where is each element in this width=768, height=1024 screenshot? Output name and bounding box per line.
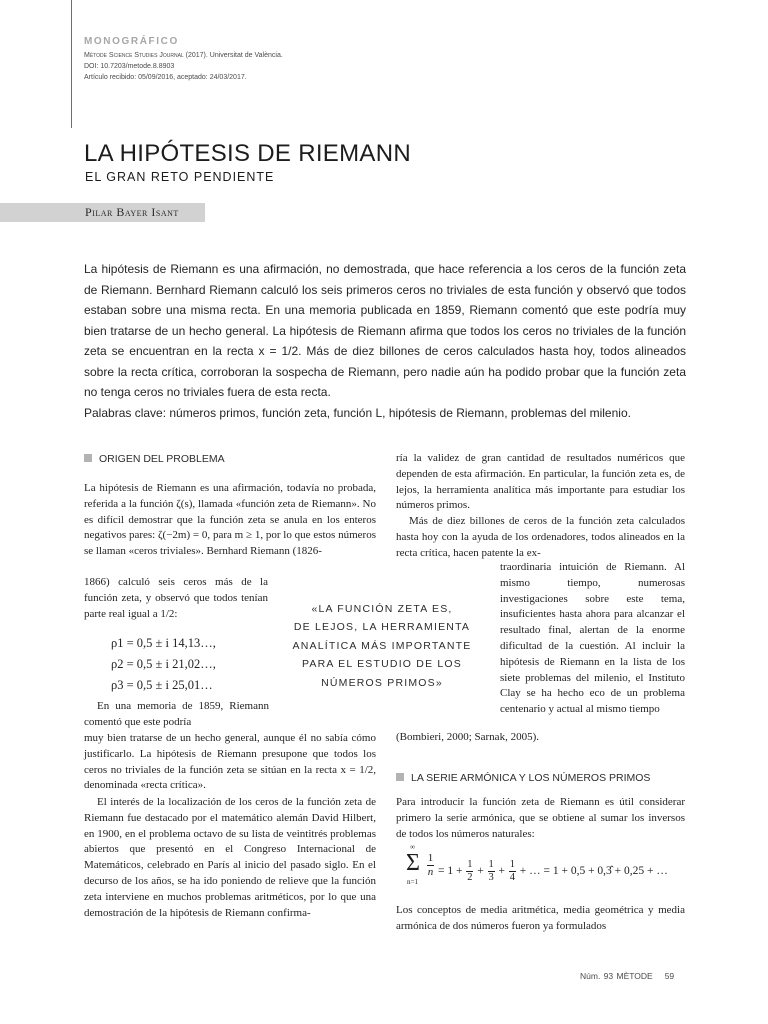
doi-link[interactable]: DOI: 10.7203/metode.8.8903 [84,63,175,70]
received-dates: Artículo recibido: 05/09/2016, aceptado: 24/03/2017. [84,74,247,81]
section-heading-serie [396,772,650,784]
equation-rho3: ρ3 = 0,5 ± i 25,01… [111,678,213,692]
paragraph-memoria: En una memoria de 1859, Riemann comentó que este podría [84,700,269,728]
page-number: 59 [664,971,675,981]
pull-quote [282,600,482,692]
journal-year: (2017). Universitat de València. [183,52,283,59]
pull-quote-line: PARA EL ESTUDIO DE LOS [301,658,463,671]
pull-quote-line: «LA FUNCIÓN ZETA ES, [311,603,453,615]
paragraph-citations: (Bombieri, 2000; Sarnak, 2005). [396,731,539,743]
section-square-icon [84,454,92,462]
paragraph-medias: Los conceptos de media aritmética, media geométrica y media armónica de dos números fueron ya formulados [396,904,685,932]
paragraph-validez: ría la validez de gran cantidad de resultados numéricos que dependen de esta afirmación. En particular, la función zeta es, de lejos, la herramienta analítica más importante para estudiar los números primos. [396,452,685,512]
series-expansion: = $1 + \frac{1}{2} + \frac{1}{3} + \frac{1}{4}$ + … = 1 + 0,5 + 0,3̂ + 0,25 + … [438,859,668,883]
pull-quote-line: NÚMEROS PRIMOS» [321,676,443,689]
fraction-term: $\frac{1}{2}$ [467,859,473,883]
equation-rho1: ρ1 = 0,5 ± i 14,13…, [111,636,216,650]
paragraph-hilbert: El interés de la localización de los ceros de la función zeta de Riemann fue destacado por el matemático alemán David Hilbert, en 1900, en el problema octavo de su lista de veintitrés problemas abiertos que presentó en el Congreso Internacional de Matemáticos, celebrado en París al inicio del pasado siglo. En el decurso de los años, se ha ido poniendo de relieve que la función zeta interviene en muchos problemas aritméticos, por lo que una demostración de la hipótesis de Riemann confirma- [84,796,376,919]
paragraph-billones-cont: traordinaria intuición de Riemann. Al mismo tiempo, numerosas investigaciones sobre este tema, insuficientes hasta ahora para alcanzar el resultado final, alertan de la enorme dificultad de la cuestión. Al incluir la hipótesis de Riemann en la lista de los siete problemas del milenio, el Instituto Clay se ha hecho eco de un problema centenario y actual al mismo tiempo [500,561,685,716]
paragraph-serie: Para introducir la función zeta de Riemann es útil considerar primero la serie armónica, que se obtiene al sumar los inversos de todos los números naturales: [396,796,685,840]
article-title: LA HIPÓTESIS DE RIEMANN [84,140,411,167]
equation-rho2: ρ2 = 0,5 ± i 21,02…, [111,657,216,671]
paragraph-intro: La hipótesis de Riemann es una afirmación, todavía no probada, referida a la función ζ(s), llamada «función zeta de Riemann». No es difícil demostrar que la función zeta se anula en los enteros negativos pares: ζ(−2m) = 0, para m ≥ 1, por lo que estos números se llaman «ceros triviales». Bernhard Riemann (1826- [84,482,376,558]
section-heading-text: ORIGEN DEL PROBLEMA [99,453,225,465]
section-heading-text: LA SERIE ARMÓNICA Y LOS NÚMEROS PRIMOS [411,772,651,784]
pull-quote-line: ANALÍTICA MÁS IMPORTANTE [292,639,472,652]
section-label: MONOGRÁFICO [84,36,179,47]
paragraph-billones: Más de diez billones de ceros de la función zeta calculados hasta hoy con la ayuda de los ordenadores, todos alineados en la recta crítica, hacen patente la ex- [396,515,685,559]
fraction-term: $\frac{1}{3}$ [488,859,494,883]
pull-quote-line: DE LEJOS, LA HERRAMIENTA [293,621,471,634]
abstract: La hipótesis de Riemann es una afirmación, no demostrada, que hace referencia a los ceros de la función zeta de Riemann. Bernhard Riemann calculó los seis primeros ceros no triviales de esta función y observó que todos estaban sobre una misma recta. En una memoria publicada en 1859, Riemann comentó que este podría muy bien tratarse de un hecho general. La hipótesis de Riemann afirma que todos los ceros no triviales de la función zeta se encuentran en la recta x = 1/2. Más de diez billones de ceros calculados hasta hoy, todos alineados sobre la recta crítica, corroboran la sospecha de Riemann, pero nadie aún ha podido probar que la función zeta no tenga ceros no triviales fuera de esta recta. [84,262,686,399]
sigma-symbol: Σ [406,850,420,876]
sum-upper-limit: ∞ [410,843,415,851]
section-heading-origen [84,453,225,465]
harmonic-series-formula [406,842,696,892]
issue-label: Núm. 93 MÈTODE [580,971,653,981]
sum-lower-limit: n=1 [407,878,418,886]
article-subtitle: EL GRAN RETO PENDIENTE [85,170,275,184]
section-square-icon [396,773,404,781]
paragraph-memoria-cont: muy bien tratarse de un hecho general, aunque él no sabía cómo justificarlo. La hipótesis de Riemann presupone que todos los ceros no triviales de la función zeta se sitúan en la recta x = 1/2, denominada «recta crítica». [84,732,376,792]
fraction-term: 1 n [427,852,434,878]
keywords: Palabras clave: números primos, función zeta, función L, hipótesis de Riemann, problemas del milenio. [84,406,631,420]
paragraph-intro-cont: 1866) calculó seis ceros más de la función zeta, y observó que todos tenían parte real igual a 1/2: [84,576,268,620]
journal-name: Mètode Science Studies Journal [84,52,184,59]
journal-citation [84,50,504,61]
page-footer [580,971,674,981]
author-name: Pilar Bayer Isant [85,205,179,219]
article-meta [84,36,504,83]
header-rule [71,0,72,128]
fraction-term: $\frac{1}{4}$ [509,859,515,883]
